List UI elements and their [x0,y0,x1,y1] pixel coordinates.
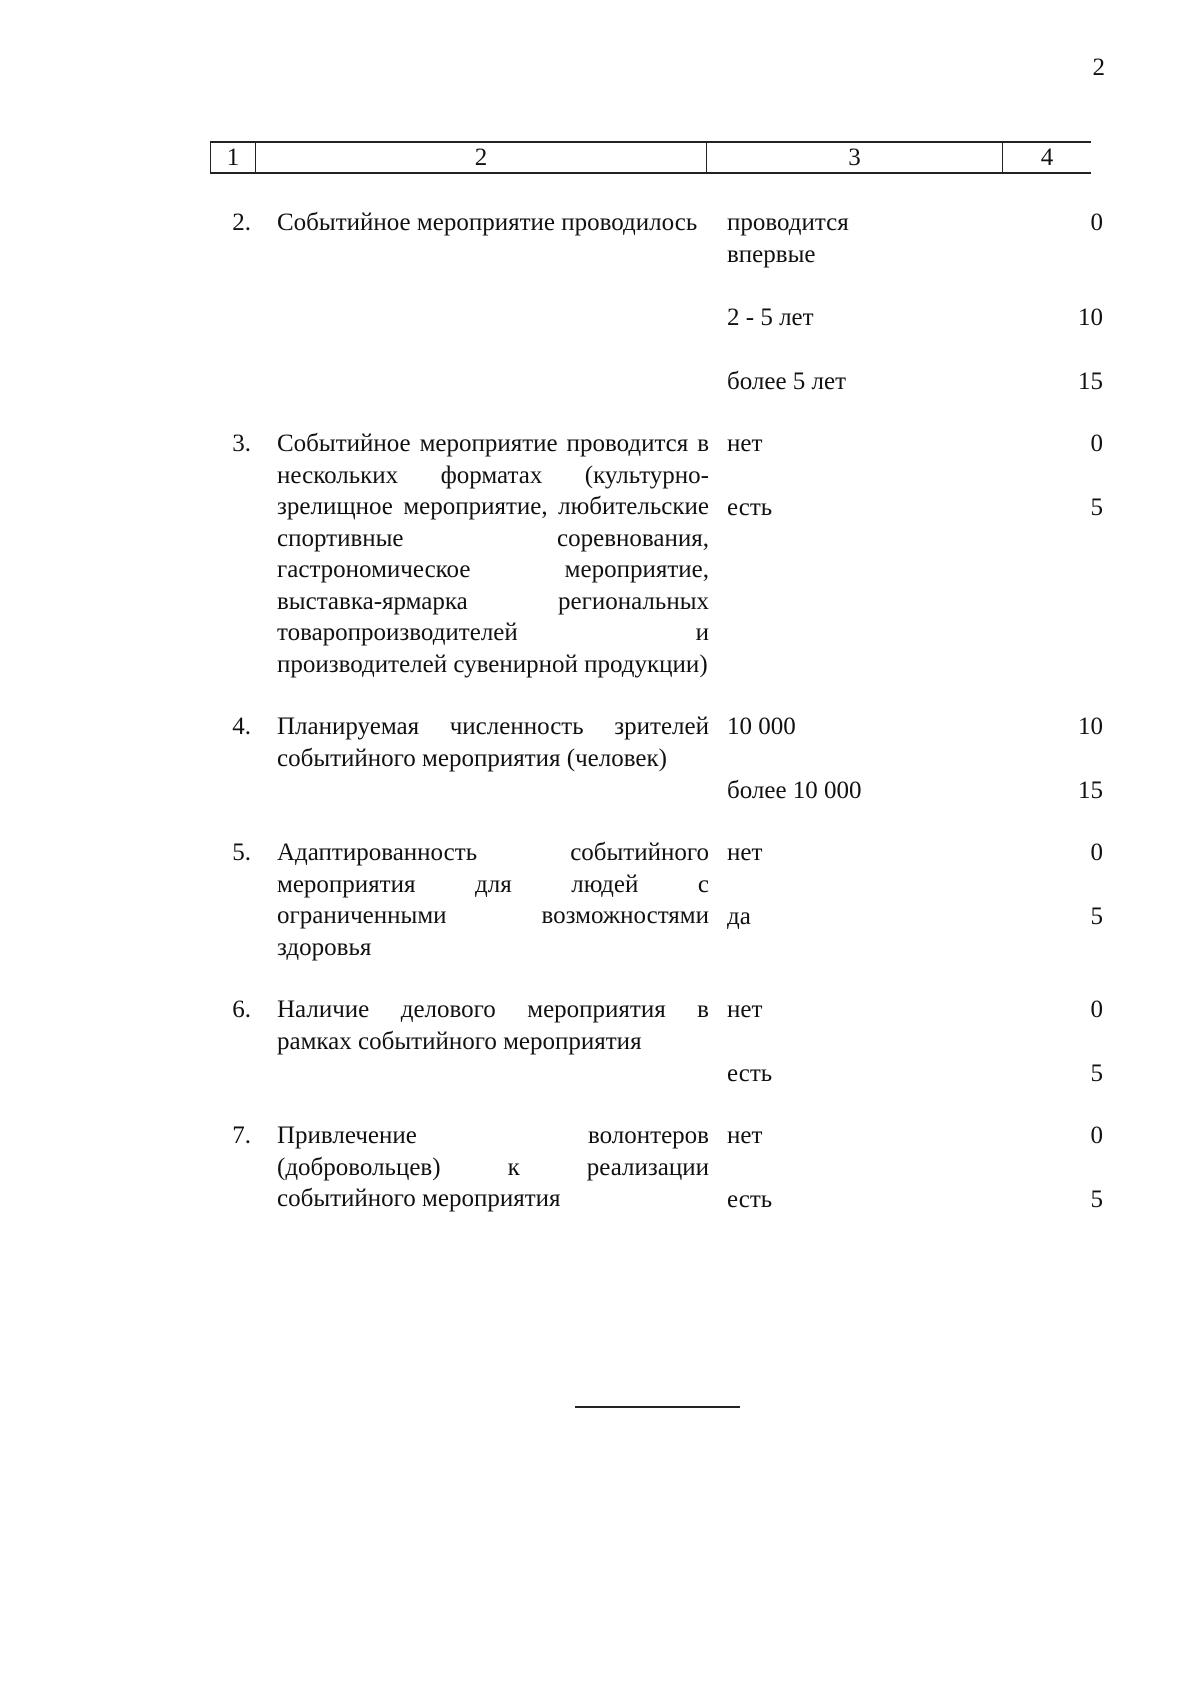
option-label: нет [727,839,763,866]
table-row [210,837,1103,963]
option-item [709,428,1103,460]
table-row [210,1120,1103,1215]
option-score: 0 [1090,1122,1103,1149]
option-label: более 10 000 [727,776,862,804]
option-score: 0 [1090,209,1103,236]
options-list [709,207,1103,397]
option-label: есть [727,1185,773,1213]
option-label: да [727,902,751,930]
option-item [709,1184,1103,1216]
option-item [709,302,1103,334]
criterion-text: Событийное мероприятие проводилось [277,209,698,236]
table-row [210,207,1103,397]
option-label: более 5 лет [727,367,847,395]
row-number: 4. [232,713,251,740]
options-list [709,837,1103,963]
header-col-4: 4 [1040,143,1054,171]
header-col-1: 1 [210,143,256,172]
table-row [210,994,1103,1089]
options-list [709,1120,1103,1215]
option-label: проводится впервые [727,209,849,268]
criterion-text: Привлечение волонтеров (добровольцев) к реализации событийного мероприятия [277,1122,709,1212]
option-label: нет [727,430,763,457]
option-item [709,366,1103,398]
options-list [709,428,1103,680]
option-score: 0 [1090,839,1103,866]
header-col-2: 2 [256,143,707,172]
option-item [709,901,1103,933]
criterion-text: Наличие делового мероприятия в рамках событийного мероприятия [277,996,709,1055]
option-score: 5 [1090,902,1103,930]
option-score: 5 [1090,1059,1103,1087]
option-item [709,1120,1103,1152]
table-row [210,711,1103,806]
table-header [210,141,1091,174]
criterion-text: Адаптированность событийного мероприятия для людей с ограниченными возможностями здоровья [277,839,709,961]
option-score: 15 [1078,367,1103,395]
option-item [709,711,1103,743]
option-item [709,775,1103,807]
option-item [709,1058,1103,1090]
option-score: 5 [1090,1185,1103,1213]
option-label: нет [727,1122,763,1149]
options-list [709,994,1103,1089]
option-score: 10 [1078,713,1103,740]
option-label: есть [727,1059,773,1087]
option-label: 2 - 5 лет [727,304,814,331]
row-number: 2. [232,209,251,236]
row-number: 3. [232,430,251,457]
option-score: 0 [1090,430,1103,457]
criterion-text: Планируемая численность зрителей событийного мероприятия (человек) [277,713,709,772]
header-col-3: 3 [707,143,1003,172]
criterion-text: Событийное мероприятие проводится в нескольких форматах (культурно-зрелищное мероприятие, любительские спортивные соревнования, гастрономическое мероприятие, выставка-ярмарка региональных товаропроизводителей и производителей сувенирной продукции) [277,430,709,678]
option-label: 10 000 [727,713,796,740]
row-number: 5. [232,839,251,866]
criteria-table-body [210,207,1103,1246]
row-number: 6. [232,996,251,1023]
option-item [709,207,1103,270]
option-score: 5 [1090,493,1103,521]
option-item [709,492,1103,524]
options-list [709,711,1103,806]
end-divider [575,1406,740,1408]
option-score: 0 [1090,996,1103,1023]
page-number: 2 [1092,54,1105,81]
option-item [709,994,1103,1026]
option-label: нет [727,996,763,1023]
table-row [210,428,1103,680]
option-label: есть [727,493,773,521]
option-score: 10 [1078,304,1103,331]
option-score: 15 [1078,776,1103,804]
row-number: 7. [232,1122,251,1149]
option-item [709,837,1103,869]
